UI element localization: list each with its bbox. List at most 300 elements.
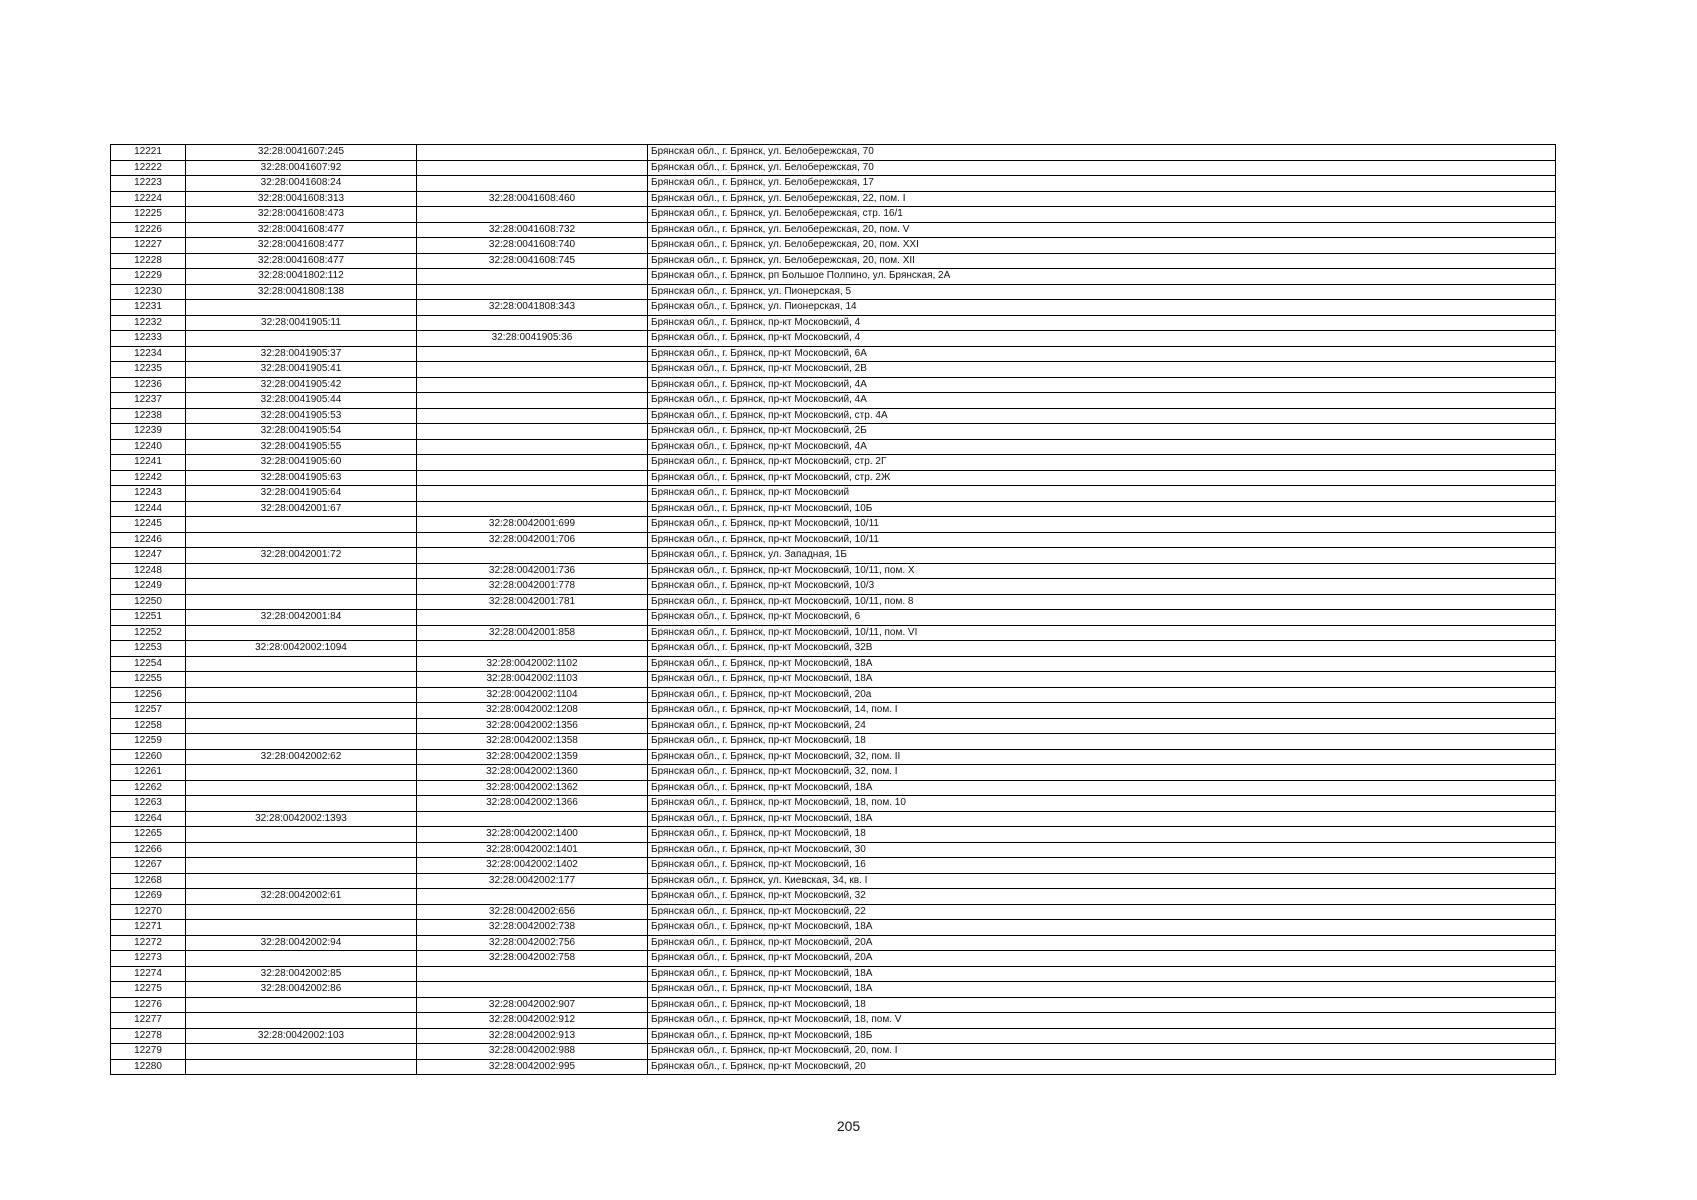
object-cadastral-number-cell: 32:28:0042001:706 (417, 532, 648, 548)
address-cell: Брянская обл., г. Брянск, ул. Пионерская, 14 (648, 300, 1556, 316)
cadastral-number-cell (186, 904, 417, 920)
cadastral-number-cell (186, 625, 417, 641)
table-row (111, 160, 1556, 176)
row-number-cell: 12227 (111, 238, 186, 254)
cadastral-number-cell: 32:28:0041905:37 (186, 346, 417, 362)
address-cell: Брянская обл., г. Брянск, пр-кт Московский, 24 (648, 718, 1556, 734)
object-cadastral-number-cell: 32:28:0042001:858 (417, 625, 648, 641)
row-number-cell: 12261 (111, 765, 186, 781)
address-cell: Брянская обл., г. Брянск, пр-кт Московский, 4А (648, 439, 1556, 455)
table-row (111, 610, 1556, 626)
address-cell: Брянская обл., г. Брянск, пр-кт Московский, 22 (648, 904, 1556, 920)
address-cell: Брянская обл., г. Брянск, пр-кт Московский, 10/11, пом. X (648, 563, 1556, 579)
object-cadastral-number-cell: 32:28:0042002:758 (417, 951, 648, 967)
address-cell: Брянская обл., г. Брянск, ул. Пионерская, 5 (648, 284, 1556, 300)
cadastral-number-cell (186, 300, 417, 316)
cadastral-number-cell: 32:28:0042001:72 (186, 548, 417, 564)
address-cell: Брянская обл., г. Брянск, пр-кт Московский, 10/11 (648, 517, 1556, 533)
cadastral-number-cell (186, 563, 417, 579)
object-cadastral-number-cell: 32:28:0042001:736 (417, 563, 648, 579)
cadastral-number-cell (186, 532, 417, 548)
table-row (111, 300, 1556, 316)
address-cell: Брянская обл., г. Брянск, пр-кт Московский, 20а (648, 687, 1556, 703)
table-row (111, 439, 1556, 455)
address-cell: Брянская обл., г. Брянск, пр-кт Московский, 6А (648, 346, 1556, 362)
object-cadastral-number-cell: 32:28:0042002:1400 (417, 827, 648, 843)
address-cell: Брянская обл., г. Брянск, пр-кт Московский, 18, пом. V (648, 1013, 1556, 1029)
row-number-cell: 12278 (111, 1028, 186, 1044)
table-row (111, 486, 1556, 502)
table-row (111, 362, 1556, 378)
cadastral-number-cell: 32:28:0041608:473 (186, 207, 417, 223)
row-number-cell: 12247 (111, 548, 186, 564)
object-cadastral-number-cell: 32:28:0041608:732 (417, 222, 648, 238)
object-cadastral-number-cell: 32:28:0042002:738 (417, 920, 648, 936)
address-cell: Брянская обл., г. Брянск, пр-кт Московский, 20А (648, 935, 1556, 951)
address-cell: Брянская обл., г. Брянск, пр-кт Московский, 20, пом. I (648, 1044, 1556, 1060)
cadastral-number-cell: 32:28:0042002:62 (186, 749, 417, 765)
table-row (111, 315, 1556, 331)
address-cell: Брянская обл., г. Брянск, пр-кт Московский, 4А (648, 393, 1556, 409)
cadastral-number-cell: 32:28:0041905:42 (186, 377, 417, 393)
row-number-cell: 12267 (111, 858, 186, 874)
row-number-cell: 12258 (111, 718, 186, 734)
object-cadastral-number-cell (417, 470, 648, 486)
object-cadastral-number-cell: 32:28:0042002:1356 (417, 718, 648, 734)
table-row (111, 656, 1556, 672)
table-row (111, 563, 1556, 579)
object-cadastral-number-cell (417, 315, 648, 331)
table-row (111, 749, 1556, 765)
cadastral-number-cell (186, 656, 417, 672)
object-cadastral-number-cell: 32:28:0042002:1360 (417, 765, 648, 781)
row-number-cell: 12260 (111, 749, 186, 765)
object-cadastral-number-cell: 32:28:0042002:1104 (417, 687, 648, 703)
address-cell: Брянская обл., г. Брянск, пр-кт Московский, 18Б (648, 1028, 1556, 1044)
row-number-cell: 12223 (111, 176, 186, 192)
row-number-cell: 12259 (111, 734, 186, 750)
row-number-cell: 12245 (111, 517, 186, 533)
table-row (111, 346, 1556, 362)
object-cadastral-number-cell (417, 501, 648, 517)
address-cell: Брянская обл., г. Брянск, пр-кт Московский, 2Б (648, 424, 1556, 440)
address-cell: Брянская обл., г. Брянск, ул. Белобережская, 20, пом. XII (648, 253, 1556, 269)
object-cadastral-number-cell (417, 160, 648, 176)
object-cadastral-number-cell (417, 362, 648, 378)
cadastral-number-cell (186, 796, 417, 812)
object-cadastral-number-cell: 32:28:0042002:1366 (417, 796, 648, 812)
table-row (111, 1044, 1556, 1060)
table-row (111, 997, 1556, 1013)
table-row (111, 920, 1556, 936)
row-number-cell: 12269 (111, 889, 186, 905)
cadastral-number-cell: 32:28:0042001:67 (186, 501, 417, 517)
row-number-cell: 12224 (111, 191, 186, 207)
address-cell: Брянская обл., г. Брянск, пр-кт Московский, 10/3 (648, 579, 1556, 595)
object-cadastral-number-cell: 32:28:0041608:745 (417, 253, 648, 269)
address-cell: Брянская обл., г. Брянск, пр-кт Московский, 18 (648, 734, 1556, 750)
address-cell: Брянская обл., г. Брянск, пр-кт Московский, 4 (648, 315, 1556, 331)
table-row (111, 982, 1556, 998)
row-number-cell: 12232 (111, 315, 186, 331)
cadastral-number-cell: 32:28:0041905:55 (186, 439, 417, 455)
cadastral-number-cell (186, 734, 417, 750)
address-cell: Брянская обл., г. Брянск, ул. Белобережская, 70 (648, 160, 1556, 176)
table-row (111, 796, 1556, 812)
cadastral-number-cell: 32:28:0042002:1094 (186, 641, 417, 657)
address-cell: Брянская обл., г. Брянск, пр-кт Московский, 6 (648, 610, 1556, 626)
table-row (111, 331, 1556, 347)
cadastral-number-cell (186, 1044, 417, 1060)
cadastral-number-cell: 32:28:0041802:112 (186, 269, 417, 285)
cadastral-number-cell (186, 920, 417, 936)
address-cell: Брянская обл., г. Брянск, пр-кт Московский, 4А (648, 377, 1556, 393)
address-cell: Брянская обл., г. Брянск, ул. Белобережская, 70 (648, 145, 1556, 161)
cadastral-number-cell (186, 672, 417, 688)
table-row (111, 780, 1556, 796)
cadastral-number-cell: 32:28:0041905:54 (186, 424, 417, 440)
address-cell: Брянская обл., г. Брянск, пр-кт Московский, 18, пом. 10 (648, 796, 1556, 812)
row-number-cell: 12252 (111, 625, 186, 641)
address-cell: Брянская обл., г. Брянск, пр-кт Московский, 18А (648, 966, 1556, 982)
cadastral-number-cell: 32:28:0041905:60 (186, 455, 417, 471)
address-cell: Брянская обл., г. Брянск, ул. Белобережская, 17 (648, 176, 1556, 192)
object-cadastral-number-cell (417, 424, 648, 440)
cadastral-number-cell: 32:28:0042002:94 (186, 935, 417, 951)
cadastral-number-cell (186, 951, 417, 967)
object-cadastral-number-cell (417, 610, 648, 626)
address-cell: Брянская обл., г. Брянск, пр-кт Московский, 18А (648, 920, 1556, 936)
table-row (111, 377, 1556, 393)
address-cell: Брянская обл., г. Брянск, пр-кт Московский, 14, пом. I (648, 703, 1556, 719)
row-number-cell: 12265 (111, 827, 186, 843)
row-number-cell: 12256 (111, 687, 186, 703)
row-number-cell: 12271 (111, 920, 186, 936)
address-cell: Брянская обл., г. Брянск, пр-кт Московский, 32, пом. I (648, 765, 1556, 781)
address-cell: Брянская обл., г. Брянск, ул. Западная, 1Б (648, 548, 1556, 564)
object-cadastral-number-cell (417, 393, 648, 409)
cadastral-number-cell: 32:28:0041905:41 (186, 362, 417, 378)
object-cadastral-number-cell: 32:28:0042001:781 (417, 594, 648, 610)
cadastral-number-cell: 32:28:0041905:44 (186, 393, 417, 409)
table-row (111, 579, 1556, 595)
address-cell: Брянская обл., г. Брянск, пр-кт Московский (648, 486, 1556, 502)
address-cell: Брянская обл., г. Брянск, пр-кт Московский, 20 (648, 1059, 1556, 1075)
object-cadastral-number-cell: 32:28:0042002:1358 (417, 734, 648, 750)
row-number-cell: 12234 (111, 346, 186, 362)
table-row (111, 424, 1556, 440)
object-cadastral-number-cell (417, 982, 648, 998)
row-number-cell: 12248 (111, 563, 186, 579)
address-cell: Брянская обл., г. Брянск, пр-кт Московский, 18 (648, 997, 1556, 1013)
row-number-cell: 12238 (111, 408, 186, 424)
row-number-cell: 12230 (111, 284, 186, 300)
table-row (111, 904, 1556, 920)
object-cadastral-number-cell: 32:28:0042002:177 (417, 873, 648, 889)
table-row (111, 145, 1556, 161)
object-cadastral-number-cell: 32:28:0041905:36 (417, 331, 648, 347)
cadastral-number-cell (186, 1059, 417, 1075)
address-cell: Брянская обл., г. Брянск, пр-кт Московский, 18А (648, 982, 1556, 998)
address-cell: Брянская обл., г. Брянск, пр-кт Московский, 18А (648, 780, 1556, 796)
table-row (111, 269, 1556, 285)
address-cell: Брянская обл., г. Брянск, пр-кт Московский, 18 (648, 827, 1556, 843)
row-number-cell: 12249 (111, 579, 186, 595)
object-cadastral-number-cell: 32:28:0042002:756 (417, 935, 648, 951)
object-cadastral-number-cell: 32:28:0041608:460 (417, 191, 648, 207)
table-row (111, 191, 1556, 207)
table-row (111, 625, 1556, 641)
table-row (111, 858, 1556, 874)
cadastral-number-cell: 32:28:0042001:84 (186, 610, 417, 626)
cadastral-number-cell (186, 780, 417, 796)
cadastral-number-cell (186, 718, 417, 734)
cadastral-number-cell (186, 579, 417, 595)
row-number-cell: 12243 (111, 486, 186, 502)
table-row (111, 889, 1556, 905)
cadastral-number-cell: 32:28:0041905:11 (186, 315, 417, 331)
table-row (111, 966, 1556, 982)
address-cell: Брянская обл., г. Брянск, ул. Белобережская, 22, пом. I (648, 191, 1556, 207)
object-cadastral-number-cell (417, 548, 648, 564)
object-cadastral-number-cell (417, 377, 648, 393)
table-row (111, 811, 1556, 827)
cadastral-number-cell: 32:28:0041808:138 (186, 284, 417, 300)
table-row (111, 176, 1556, 192)
table-row (111, 641, 1556, 657)
object-cadastral-number-cell: 32:28:0042002:1102 (417, 656, 648, 672)
object-cadastral-number-cell: 32:28:0042002:1103 (417, 672, 648, 688)
row-number-cell: 12241 (111, 455, 186, 471)
address-cell: Брянская обл., г. Брянск, пр-кт Московский, 18А (648, 672, 1556, 688)
object-cadastral-number-cell: 32:28:0041808:343 (417, 300, 648, 316)
table-row (111, 470, 1556, 486)
registry-table-body (111, 145, 1556, 1075)
table-row (111, 1028, 1556, 1044)
table-row (111, 687, 1556, 703)
cadastral-number-cell: 32:28:0041608:477 (186, 222, 417, 238)
address-cell: Брянская обл., г. Брянск, пр-кт Московский, 32В (648, 641, 1556, 657)
row-number-cell: 12280 (111, 1059, 186, 1075)
row-number-cell: 12273 (111, 951, 186, 967)
row-number-cell: 12274 (111, 966, 186, 982)
row-number-cell: 12229 (111, 269, 186, 285)
row-number-cell: 12235 (111, 362, 186, 378)
address-cell: Брянская обл., г. Брянск, пр-кт Московский, 32 (648, 889, 1556, 905)
cadastral-number-cell (186, 842, 417, 858)
row-number-cell: 12254 (111, 656, 186, 672)
cadastral-number-cell: 32:28:0041608:477 (186, 238, 417, 254)
row-number-cell: 12226 (111, 222, 186, 238)
address-cell: Брянская обл., г. Брянск, пр-кт Московский, 4 (648, 331, 1556, 347)
table-row (111, 207, 1556, 223)
table-row (111, 408, 1556, 424)
cadastral-number-cell (186, 703, 417, 719)
object-cadastral-number-cell: 32:28:0042002:1401 (417, 842, 648, 858)
cadastral-number-cell: 32:28:0042002:103 (186, 1028, 417, 1044)
table-row (111, 935, 1556, 951)
cadastral-number-cell (186, 873, 417, 889)
row-number-cell: 12244 (111, 501, 186, 517)
row-number-cell: 12276 (111, 997, 186, 1013)
table-row (111, 594, 1556, 610)
row-number-cell: 12236 (111, 377, 186, 393)
cadastral-number-cell (186, 827, 417, 843)
row-number-cell: 12270 (111, 904, 186, 920)
object-cadastral-number-cell (417, 346, 648, 362)
table-row (111, 951, 1556, 967)
address-cell: Брянская обл., г. Брянск, пр-кт Московский, 10/11, пом. VI (648, 625, 1556, 641)
table-row (111, 718, 1556, 734)
registry-table (110, 144, 1556, 1075)
cadastral-number-cell: 32:28:0041608:313 (186, 191, 417, 207)
table-row (111, 517, 1556, 533)
row-number-cell: 12257 (111, 703, 186, 719)
address-cell: Брянская обл., г. Брянск, ул. Белобережская, стр. 16/1 (648, 207, 1556, 223)
table-row (111, 455, 1556, 471)
row-number-cell: 12262 (111, 780, 186, 796)
cadastral-number-cell (186, 517, 417, 533)
row-number-cell: 12253 (111, 641, 186, 657)
row-number-cell: 12277 (111, 1013, 186, 1029)
address-cell: Брянская обл., г. Брянск, пр-кт Московский, 2В (648, 362, 1556, 378)
page-number: 205 (836, 1118, 861, 1134)
row-number-cell: 12251 (111, 610, 186, 626)
cadastral-number-cell (186, 594, 417, 610)
object-cadastral-number-cell: 32:28:0042002:1362 (417, 780, 648, 796)
cadastral-number-cell: 32:28:0042002:61 (186, 889, 417, 905)
address-cell: Брянская обл., г. Брянск, пр-кт Московский, 18А (648, 656, 1556, 672)
table-row (111, 765, 1556, 781)
object-cadastral-number-cell (417, 889, 648, 905)
table-row (111, 548, 1556, 564)
object-cadastral-number-cell: 32:28:0042002:988 (417, 1044, 648, 1060)
object-cadastral-number-cell (417, 486, 648, 502)
object-cadastral-number-cell: 32:28:0042002:907 (417, 997, 648, 1013)
address-cell: Брянская обл., г. Брянск, ул. Белобережская, 20, пом. V (648, 222, 1556, 238)
cadastral-number-cell: 32:28:0041905:63 (186, 470, 417, 486)
table-row (111, 501, 1556, 517)
table-row (111, 222, 1556, 238)
row-number-cell: 12246 (111, 532, 186, 548)
table-row (111, 1059, 1556, 1075)
row-number-cell: 12222 (111, 160, 186, 176)
object-cadastral-number-cell (417, 176, 648, 192)
object-cadastral-number-cell: 32:28:0042002:912 (417, 1013, 648, 1029)
address-cell: Брянская обл., г. Брянск, пр-кт Московский, 20А (648, 951, 1556, 967)
cadastral-number-cell: 32:28:0041607:92 (186, 160, 417, 176)
row-number-cell: 12228 (111, 253, 186, 269)
table-row (111, 253, 1556, 269)
object-cadastral-number-cell (417, 641, 648, 657)
row-number-cell: 12221 (111, 145, 186, 161)
address-cell: Брянская обл., г. Брянск, пр-кт Московский, 18А (648, 811, 1556, 827)
table-row (111, 532, 1556, 548)
object-cadastral-number-cell (417, 269, 648, 285)
row-number-cell: 12225 (111, 207, 186, 223)
cadastral-number-cell (186, 765, 417, 781)
table-row (111, 734, 1556, 750)
cadastral-number-cell: 32:28:0042002:1393 (186, 811, 417, 827)
object-cadastral-number-cell (417, 207, 648, 223)
address-cell: Брянская обл., г. Брянск, пр-кт Московский, 32, пом. II (648, 749, 1556, 765)
row-number-cell: 12233 (111, 331, 186, 347)
table-row (111, 393, 1556, 409)
row-number-cell: 12242 (111, 470, 186, 486)
object-cadastral-number-cell (417, 966, 648, 982)
object-cadastral-number-cell (417, 455, 648, 471)
object-cadastral-number-cell: 32:28:0042001:778 (417, 579, 648, 595)
cadastral-number-cell: 32:28:0042002:86 (186, 982, 417, 998)
row-number-cell: 12264 (111, 811, 186, 827)
cadastral-number-cell: 32:28:0041905:53 (186, 408, 417, 424)
cadastral-number-cell (186, 1013, 417, 1029)
address-cell: Брянская обл., г. Брянск, пр-кт Московский, стр. 2Ж (648, 470, 1556, 486)
row-number-cell: 12263 (111, 796, 186, 812)
cadastral-number-cell: 32:28:0041608:477 (186, 253, 417, 269)
cadastral-number-cell: 32:28:0041607:245 (186, 145, 417, 161)
address-cell: Брянская обл., г. Брянск, пр-кт Московский, стр. 2Г (648, 455, 1556, 471)
object-cadastral-number-cell (417, 284, 648, 300)
table-row (111, 827, 1556, 843)
address-cell: Брянская обл., г. Брянск, пр-кт Московский, 10Б (648, 501, 1556, 517)
table-row (111, 238, 1556, 254)
object-cadastral-number-cell: 32:28:0042002:1402 (417, 858, 648, 874)
row-number-cell: 12250 (111, 594, 186, 610)
address-cell: Брянская обл., г. Брянск, ул. Киевская, 34, кв. I (648, 873, 1556, 889)
row-number-cell: 12255 (111, 672, 186, 688)
table-row (111, 284, 1556, 300)
table-row (111, 842, 1556, 858)
row-number-cell: 12231 (111, 300, 186, 316)
object-cadastral-number-cell: 32:28:0041608:740 (417, 238, 648, 254)
object-cadastral-number-cell: 32:28:0042002:995 (417, 1059, 648, 1075)
row-number-cell: 12275 (111, 982, 186, 998)
object-cadastral-number-cell (417, 408, 648, 424)
table-row (111, 672, 1556, 688)
row-number-cell: 12279 (111, 1044, 186, 1060)
object-cadastral-number-cell (417, 145, 648, 161)
object-cadastral-number-cell (417, 439, 648, 455)
row-number-cell: 12240 (111, 439, 186, 455)
address-cell: Брянская обл., г. Брянск, пр-кт Московский, стр. 4А (648, 408, 1556, 424)
row-number-cell: 12237 (111, 393, 186, 409)
row-number-cell: 12272 (111, 935, 186, 951)
address-cell: Брянская обл., г. Брянск, пр-кт Московский, 16 (648, 858, 1556, 874)
address-cell: Брянская обл., г. Брянск, ул. Белобережская, 20, пом. XXI (648, 238, 1556, 254)
address-cell: Брянская обл., г. Брянск, пр-кт Московский, 30 (648, 842, 1556, 858)
cadastral-number-cell: 32:28:0042002:85 (186, 966, 417, 982)
cadastral-number-cell: 32:28:0041905:64 (186, 486, 417, 502)
table-row (111, 1013, 1556, 1029)
object-cadastral-number-cell: 32:28:0042002:1208 (417, 703, 648, 719)
cadastral-number-cell (186, 858, 417, 874)
object-cadastral-number-cell (417, 811, 648, 827)
table-row (111, 703, 1556, 719)
address-cell: Брянская обл., г. Брянск, рп Большое Полпино, ул. Брянская, 2А (648, 269, 1556, 285)
object-cadastral-number-cell: 32:28:0042002:656 (417, 904, 648, 920)
row-number-cell: 12268 (111, 873, 186, 889)
row-number-cell: 12239 (111, 424, 186, 440)
row-number-cell: 12266 (111, 842, 186, 858)
address-cell: Брянская обл., г. Брянск, пр-кт Московский, 10/11, пом. 8 (648, 594, 1556, 610)
object-cadastral-number-cell: 32:28:0042002:1359 (417, 749, 648, 765)
table-row (111, 873, 1556, 889)
cadastral-number-cell: 32:28:0041608:24 (186, 176, 417, 192)
cadastral-number-cell (186, 687, 417, 703)
address-cell: Брянская обл., г. Брянск, пр-кт Московский, 10/11 (648, 532, 1556, 548)
object-cadastral-number-cell: 32:28:0042001:699 (417, 517, 648, 533)
